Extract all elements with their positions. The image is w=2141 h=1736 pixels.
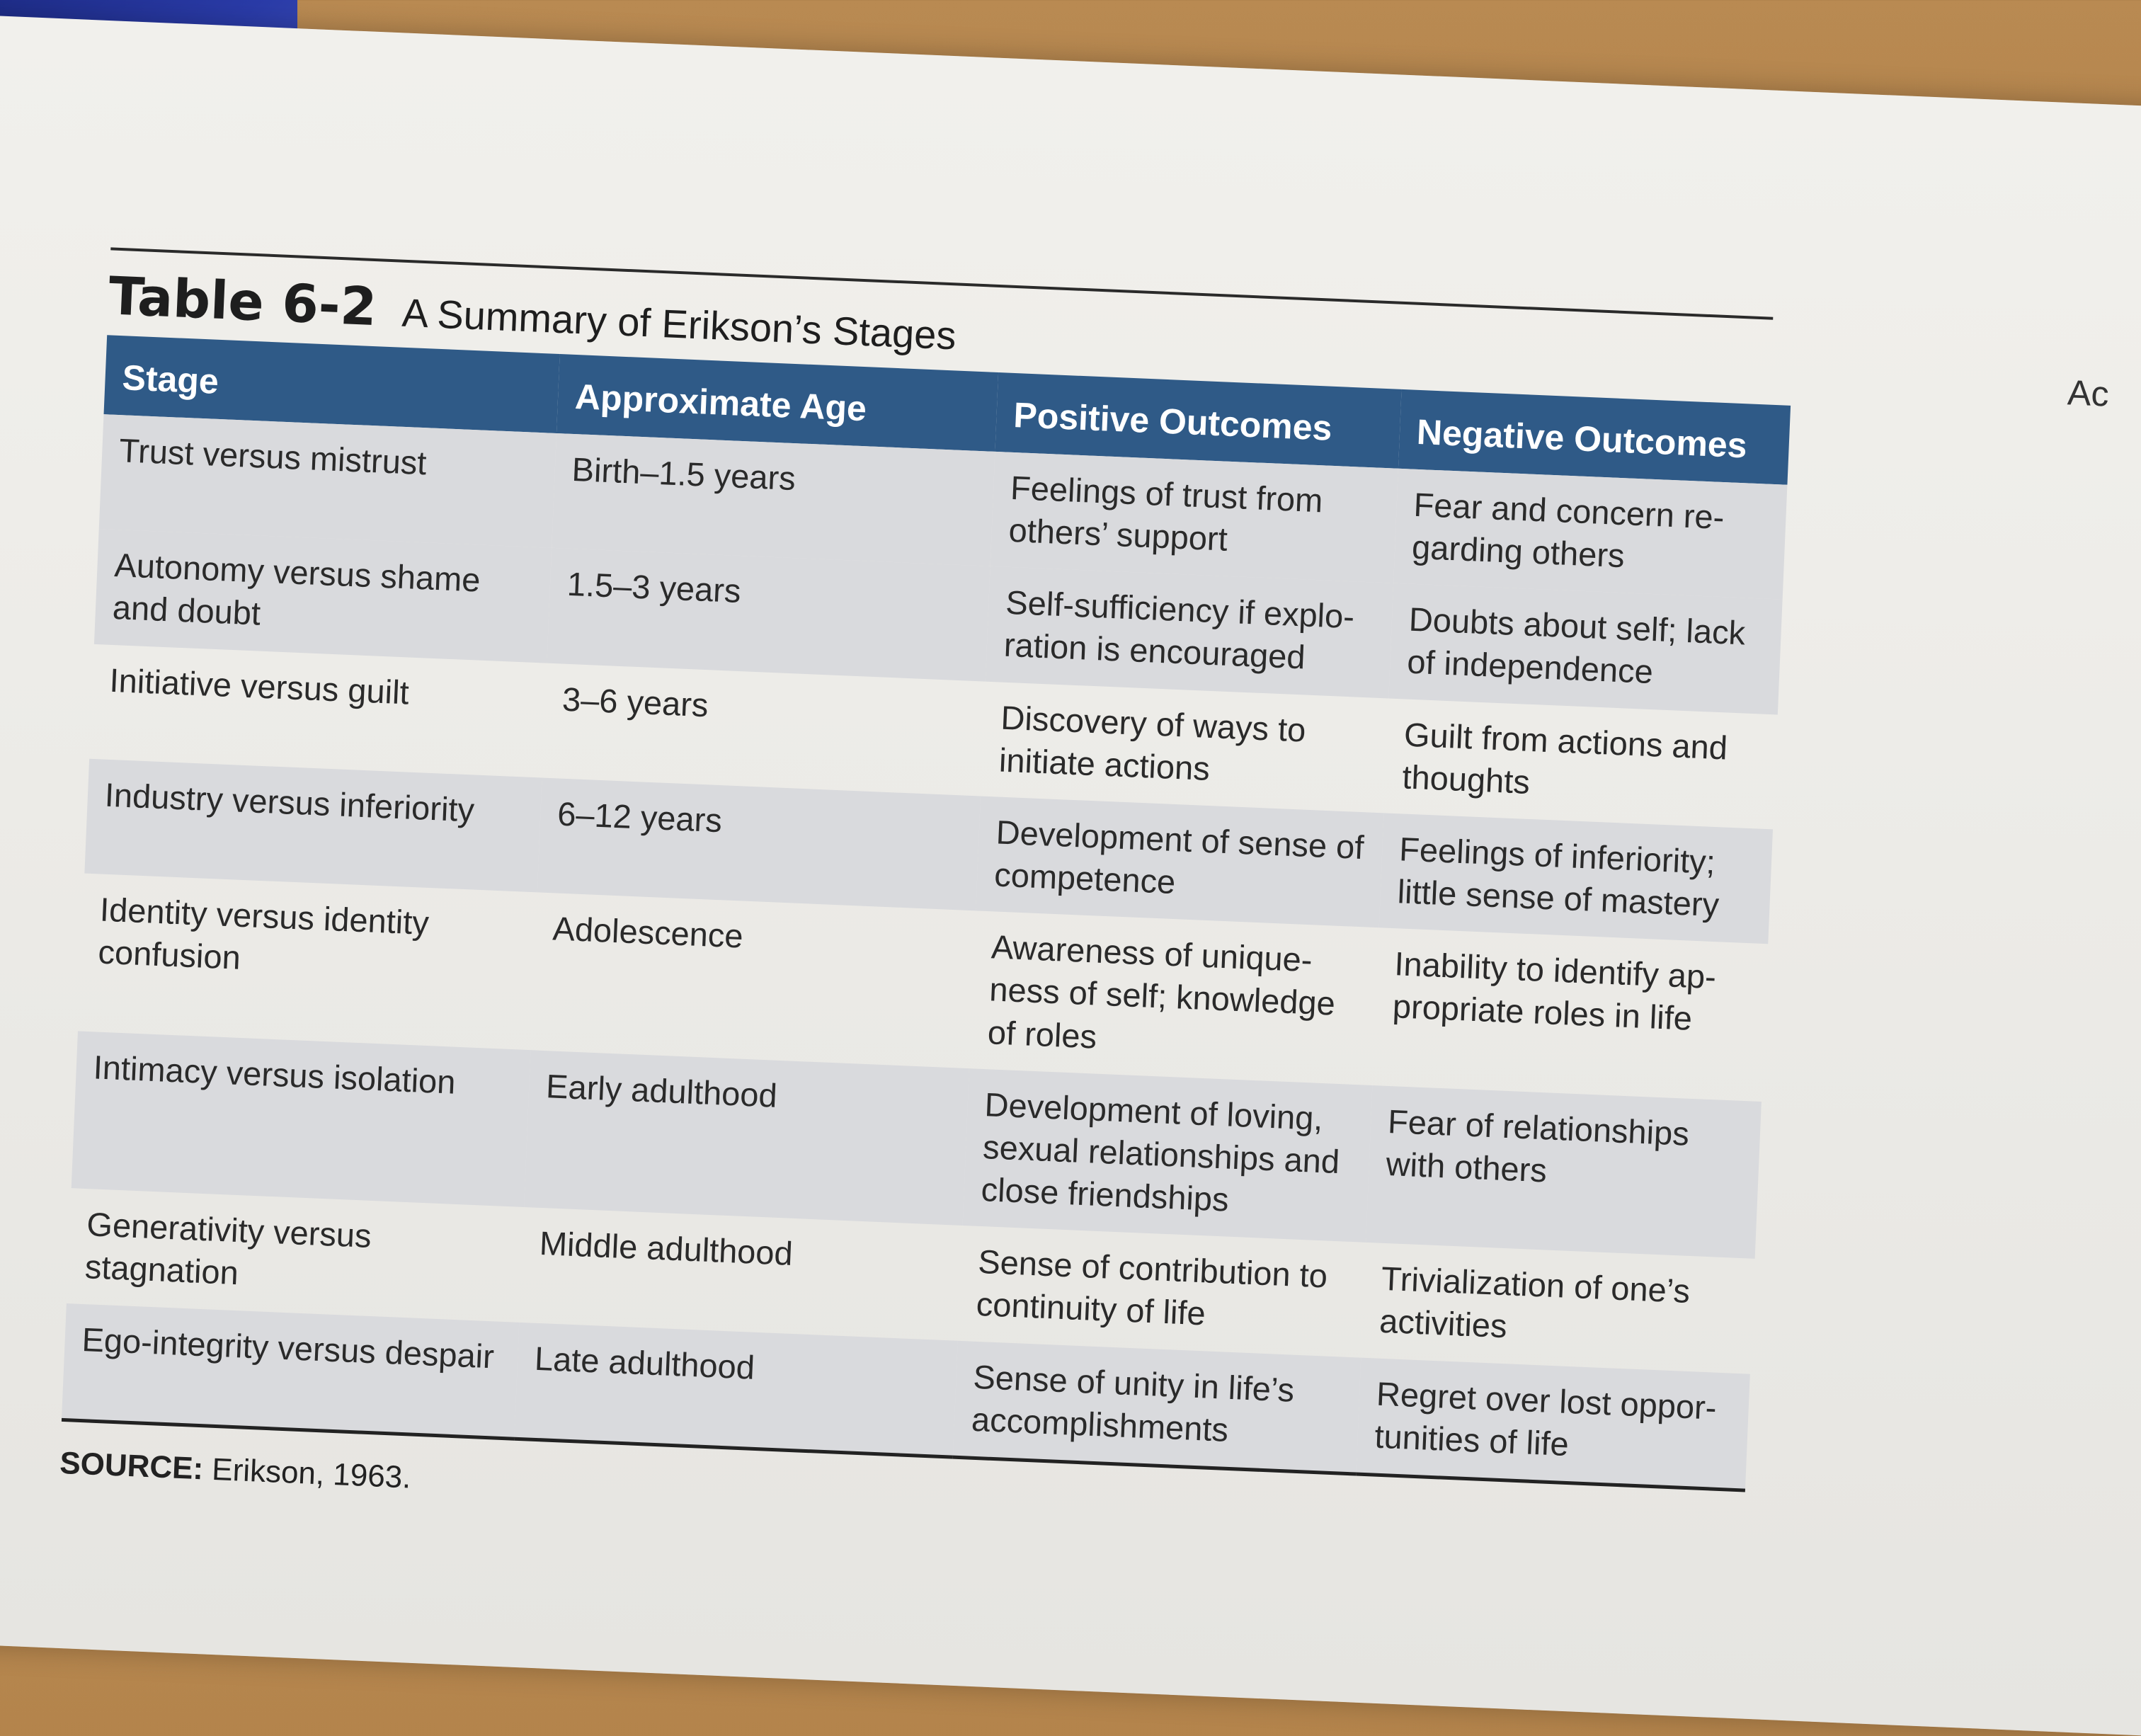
cell-negative: Regret over lost oppor-tunities of life [1356,1357,1749,1490]
page-content [59,247,1879,1555]
cell-positive: Sense of unity in life’s accomplishments [953,1340,1361,1474]
page-edge-text: Ac [2067,372,2110,414]
cell-age: Early adulthood [524,1050,969,1226]
cell-stage: Autonomy versus shame and doubt [94,529,552,663]
cell-stage: Intimacy versus isolation [72,1031,531,1207]
cell-negative: Fear of relationships with others [1366,1085,1762,1259]
cell-positive: Development of loving, sexual relationships and close friendships [963,1068,1373,1243]
cell-negative: Fear and concern re-garding others [1393,469,1787,600]
cell-negative: Trivialization of one’s activities [1378,1259,1691,1345]
source-text: Erikson, 1963. [211,1451,412,1495]
cell-stage: Generativity versus stagnation [84,1205,372,1292]
cell-age: 1.5–3 years [547,548,990,681]
cell-stage: Ego-integrity versus despair [62,1303,519,1439]
cell-age: Late adulthood [514,1322,957,1457]
cell-positive: Discovery of ways to initiate actions [998,698,1307,787]
cell-age: 3–6 years [561,680,709,724]
header-positive-outcomes: Positive Outcomes [995,372,1401,469]
table-title: A Summary of Erikson’s Stages [401,290,957,358]
header-approximate-age: Approximate Age [556,354,998,452]
book-page [0,14,2141,1736]
cell-negative: Doubts about self; lack of independence [1388,583,1782,714]
cell-negative: Guilt from actions and thoughts [1401,715,1729,801]
cell-positive: Feelings of trust from others’ support [990,452,1398,583]
cell-stage: Identity versus identity confusion [97,890,430,977]
cell-stage: Industry versus inferiority [84,759,542,893]
cell-age: Middle adulthood [538,1224,794,1273]
cell-negative: Feelings of inferiority; little sense of mastery [1379,813,1773,944]
cell-positive: Sense of contribution to continuity of life [975,1243,1329,1332]
source-label: SOURCE: [59,1445,205,1487]
cell-positive: Awareness of unique-ness of self; knowledge of roles [986,927,1336,1056]
cell-negative: Inability to identify ap-propriate roles in life [1391,944,1717,1038]
cell-positive: Self-sufficiency if explo-ration is encouraged [986,566,1393,698]
erikson-stages-table [62,335,1791,1492]
cell-age: Adolescence [552,909,744,955]
cell-age: 6–12 years [537,777,981,910]
cell-stage: Initiative versus guilt [108,661,410,712]
cell-stage: Trust versus mistrust [99,414,556,548]
table-label: Table 6-2 [107,265,378,338]
header-negative-outcomes: Negative Outcomes [1398,389,1791,485]
cell-positive: Development of sense of competence [976,796,1383,927]
cell-age: Birth–1.5 years [552,433,995,566]
header-stage: Stage [104,335,560,433]
